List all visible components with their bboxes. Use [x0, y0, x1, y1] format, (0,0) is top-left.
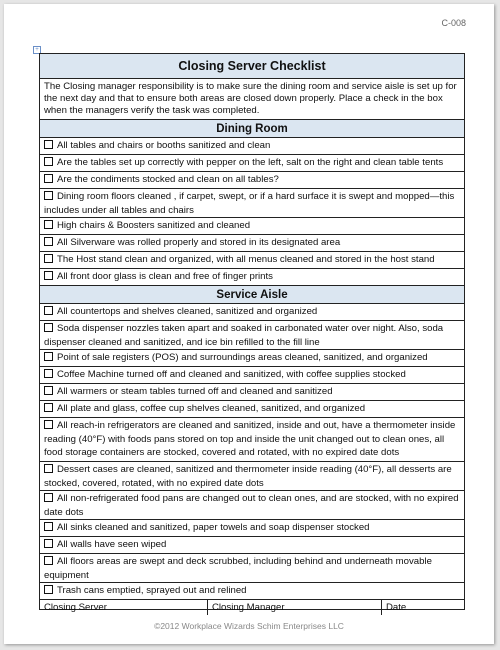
- checkbox-icon[interactable]: [44, 386, 53, 395]
- copyright-footer: ©2012 Workplace Wizards Schim Enterprises LLC: [154, 621, 344, 631]
- checkbox-icon[interactable]: [44, 352, 53, 361]
- signoff-row: [40, 600, 464, 615]
- checkbox-icon[interactable]: [44, 369, 53, 378]
- checklist-item: All warmers or steam tables turned off and cleaned and sanitized: [40, 384, 464, 401]
- checklist-item: All tables and chairs or booths sanitized and clean: [40, 138, 464, 155]
- checkbox-icon[interactable]: [44, 254, 53, 263]
- checkbox-icon[interactable]: [44, 271, 53, 280]
- checklist-item: Soda dispenser nozzles taken apart and soaked in carbonated water over night. Also, soda dispenser cleaned and sanitized, and ice bin refilled to the fill line: [40, 321, 464, 350]
- checkbox-icon[interactable]: [44, 306, 53, 315]
- date-field[interactable]: Date: [386, 602, 407, 613]
- checklist-item: All non-refrigerated food pans are changed out to clean ones, and are stocked, with no expired date dots: [40, 491, 464, 520]
- checklist-item: Dining room floors cleaned , if carpet, swept, or if a hard surface it is swept and mopped—this includes under all tables and chairs: [40, 189, 464, 218]
- checkbox-icon[interactable]: [44, 420, 53, 429]
- checkbox-icon[interactable]: [44, 220, 53, 229]
- checklist-item: All sinks cleaned and sanitized, paper towels and soap dispenser stocked: [40, 520, 464, 537]
- section-heading-dining-room: Dining Room: [40, 120, 464, 138]
- checkbox-icon[interactable]: [44, 493, 53, 502]
- table-anchor-icon[interactable]: +: [33, 46, 41, 54]
- checkbox-icon[interactable]: [44, 556, 53, 565]
- checklist-item: Coffee Machine turned off and cleaned and sanitized, with coffee supplies stocked: [40, 367, 464, 384]
- checklist-table: [39, 53, 465, 613]
- checklist-title: Closing Server Checklist: [40, 54, 464, 79]
- checkbox-icon[interactable]: [44, 539, 53, 548]
- checkbox-icon[interactable]: [44, 522, 53, 531]
- document-page: [4, 4, 494, 644]
- checklist-item: All countertops and shelves cleaned, sanitized and organized: [40, 304, 464, 321]
- section-heading-service-aisle: Service Aisle: [40, 286, 464, 304]
- checklist-item: Are the tables set up correctly with pepper on the left, salt on the right and clean table tents: [40, 155, 464, 172]
- checklist-item: All floors areas are swept and deck scrubbed, including behind and underneath movable equipment: [40, 554, 464, 583]
- checkbox-icon[interactable]: [44, 140, 53, 149]
- checkbox-icon[interactable]: [44, 403, 53, 412]
- checkbox-icon[interactable]: [44, 237, 53, 246]
- intro-text: The Closing manager responsibility is to make sure the dining room and service aisle is set up for the next day and that to ensure both areas are closed down properly. Place a check in the box when the managers verify the task was completed.: [40, 79, 464, 120]
- checklist-item: Are the condiments stocked and clean on all tables?: [40, 172, 464, 189]
- checklist-item: All plate and glass, coffee cup shelves cleaned, sanitized, and organized: [40, 401, 464, 418]
- checklist-item: All walls have seen wiped: [40, 537, 464, 554]
- checkbox-icon[interactable]: [44, 585, 53, 594]
- checklist-item: All Silverware was rolled properly and stored in its designated area: [40, 235, 464, 252]
- checkbox-icon[interactable]: [44, 174, 53, 183]
- checkbox-icon[interactable]: [44, 191, 53, 200]
- checklist-item: High chairs & Boosters sanitized and cleaned: [40, 218, 464, 235]
- checklist-item: Dessert cases are cleaned, sanitized and thermometer inside reading (40°F), all desserts are stocked, covered, rotated, with no expired date dots: [40, 462, 464, 491]
- closing-manager-field[interactable]: Closing Manager: [208, 600, 382, 615]
- checkbox-icon[interactable]: [44, 323, 53, 332]
- checklist-item: All front door glass is clean and free of finger prints: [40, 269, 464, 286]
- checklist-item: Trash cans emptied, sprayed out and relined: [40, 583, 464, 600]
- checkbox-icon[interactable]: [44, 464, 53, 473]
- document-code: C-008: [441, 18, 466, 28]
- closing-server-field[interactable]: Closing Server: [40, 600, 208, 615]
- checklist-item: All reach-in refrigerators are cleaned and sanitized, inside and out, have a thermometer inside reading (40°F) with foods pans stored on top and inside the unit changed out to clean ones, all food storage containers are stocked, covered and rotated, with no expired date dots: [40, 418, 464, 462]
- checklist-item: Point of sale registers (POS) and surroundings areas cleaned, sanitized, and organized: [40, 350, 464, 367]
- checklist-item: The Host stand clean and organized, with all menus cleaned and stored in the host stand: [40, 252, 464, 269]
- checkbox-icon[interactable]: [44, 157, 53, 166]
